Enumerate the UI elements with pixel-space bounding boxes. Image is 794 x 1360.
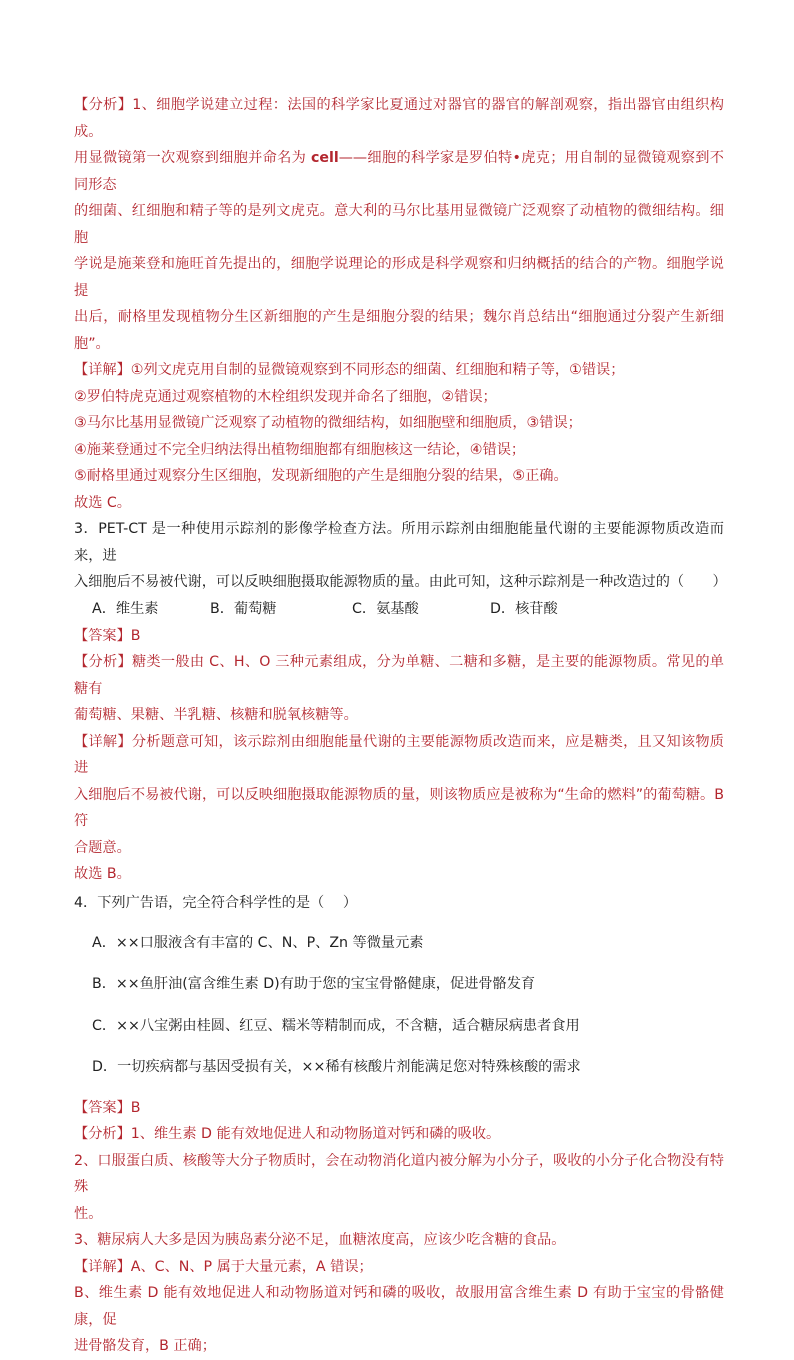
analysis-text: ——细胞的科学家是罗伯特•虎克；用自制的显微镜观察到不同形态	[74, 150, 724, 193]
detail-text: A、C、N、P 属于大量元素，A 错误；	[130, 1258, 373, 1275]
analysis-line: 出后，耐格里发现植物分生区新细胞的产生是细胞分裂的结果；魏尔肖总结出“细胞通过分裂产生新细胞”。	[74, 309, 724, 352]
analysis-text: 1、细胞学说建立过程：法国的科学家比夏通过对器官的器官的解剖观察，指出器官由组织构成。	[74, 97, 724, 140]
option-d: D．一切疾病都与基因受损有关，××稀有核酸片剂能满足您对特殊核酸的需求	[92, 1058, 581, 1075]
question-4-stem: 4．下列广告语，完全符合科学性的是（ ）	[74, 894, 358, 911]
option-a: A．维生素	[92, 600, 159, 617]
detail-tag: 【详解】	[74, 362, 131, 378]
question-3-stem-cont: 入细胞后不易被代谢，可以反映细胞摄取能源物质的量。由此可知，这种示踪剂是一种改造过的（ ）	[74, 574, 727, 590]
analysis-line: 3、糖尿病人大多是因为胰岛素分泌不足，血糖浓度高，应该少吃含糖的食品。	[74, 1232, 566, 1249]
question-3-options	[92, 596, 724, 623]
detail-text: ①列文虎克用自制的显微镜观察到不同形态的细菌、红细胞和精子等，①错误；	[130, 362, 625, 378]
detail-line	[74, 1254, 724, 1281]
detail-line: B、维生素 D 能有效地促进人和动物肠道对钙和磷的吸收，故服用富含维生素 D 有助于宝宝的骨骼健康，促	[74, 1285, 724, 1328]
detail-line: 入细胞后不易被代谢，可以反映细胞摄取能源物质的量，则该物质应是被称为“生命的燃料”的葡萄糖。B 符	[74, 786, 724, 829]
analysis-line	[74, 649, 724, 702]
analysis-line	[74, 145, 724, 198]
analysis-text: 1、维生素 D 能有效地促进人和动物肠道对钙和磷的吸收。	[130, 1126, 501, 1143]
question-3-stem: 3．PET-CT 是一种使用示踪剂的影像学检查方法。所用示踪剂由细胞能量代谢的主要能源物质改造而来，进	[74, 521, 724, 564]
detail-line: ④施莱登通过不完全归纳法得出植物细胞都有细胞核这一结论，④错误；	[74, 441, 526, 458]
analysis-text: 糖类一般由 C、H、O 三种元素组成，分为单糖、二糖和多糖，是主要的能源物质。常见的单糖有	[74, 654, 724, 697]
analysis-line: 性。	[74, 1205, 103, 1222]
option-c: C．氨基酸	[352, 600, 419, 617]
option-d: D．核苷酸	[490, 600, 558, 617]
option-b: B．葡萄糖	[210, 600, 277, 617]
analysis-tag: 【分析】	[74, 654, 132, 670]
analysis-tag: 【分析】	[74, 97, 133, 113]
analysis-paragraph-1	[74, 92, 724, 145]
analysis-line	[74, 1121, 724, 1148]
detail-line: 合题意。	[74, 839, 131, 856]
option-b: B．××鱼肝油(富含维生素 D)有助于您的宝宝骨骼健康，促进骨骼发育	[92, 976, 536, 993]
detail-line: ③马尔比基用显微镜广泛观察了动植物的微细结构，如细胞壁和细胞质，③错误；	[74, 415, 582, 431]
detail-line	[74, 729, 724, 782]
detail-tag: 【详解】	[74, 733, 132, 750]
detail-line: ⑤耐格里通过观察分生区细胞，发现新细胞的产生是细胞分裂的结果，⑤正确。	[74, 468, 568, 484]
analysis-line: 的细菌、红细胞和精子等的是列文虎克。意大利的马尔比基用显微镜广泛观察了动植物的微细结构。细胞	[74, 203, 724, 246]
detail-text: 分析题意可知，该示踪剂由细胞能量代谢的主要能源物质改造而来，应是糖类，且又知该物质进	[74, 733, 724, 776]
option-c: C．××八宝粥由桂圆、红豆、糯米等精制而成，不含糖，适合糖尿病患者食用	[92, 1017, 580, 1034]
analysis-text: 用显微镜第一次观察到细胞并命名为	[74, 150, 311, 166]
answer-line: 【答案】B	[74, 627, 141, 644]
conclusion-line: 故选 C。	[74, 494, 131, 511]
conclusion-line: 故选 B。	[74, 866, 131, 882]
analysis-line: 学说是施莱登和施旺首先提出的，细胞学说理论的形成是科学观察和归纳概括的结合的产物。细胞学说提	[74, 256, 724, 299]
detail-tag: 【详解】	[74, 1258, 131, 1275]
answer-line: 【答案】B	[74, 1099, 141, 1116]
detail-line	[74, 357, 724, 384]
detail-line: 进骨骼发育，B 正确；	[74, 1338, 216, 1355]
analysis-line: 葡萄糖、果糖、半乳糖、核糖和脱氧核糖等。	[74, 707, 358, 723]
document-page	[74, 92, 727, 1360]
detail-line: ②罗伯特虎克通过观察植物的木栓组织发现并命名了细胞，②错误；	[74, 388, 497, 405]
analysis-tag: 【分析】	[74, 1126, 131, 1143]
option-a: A．××口服液含有丰富的 C、N、P、Zn 等微量元素	[92, 935, 424, 952]
analysis-line: 2、口服蛋白质、核酸等大分子物质时，会在动物消化道内被分解为小分子，吸收的小分子化合物没有特殊	[74, 1152, 724, 1196]
cell-term: cell	[310, 150, 339, 166]
